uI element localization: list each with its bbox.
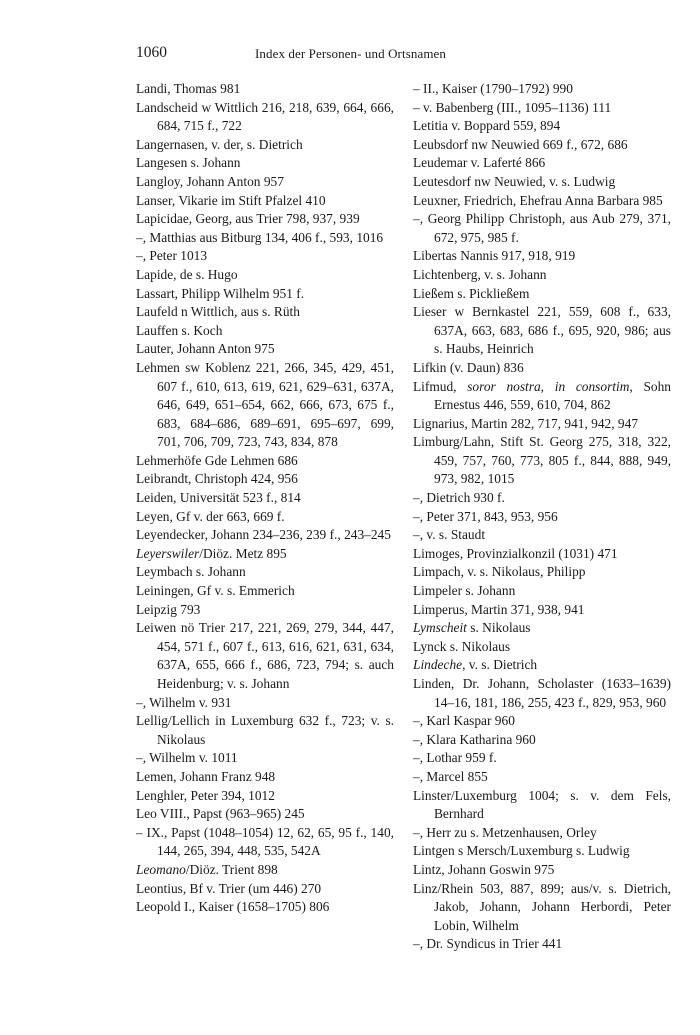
index-entry: Leyendecker, Johann 234–236, 239 f., 243–245 — [136, 527, 391, 543]
index-entry: Landi, Thomas 981 — [136, 81, 241, 96]
index-entry: Limpeler s. Johann — [413, 583, 516, 599]
index-entry: Leudemar v. Laferté 866 — [413, 155, 546, 171]
index-entry: Linz/Rhein 503, 887, 899; aus/v. s. Dietrich, Jakob, Johann, Johann Herbordi, Peter Lobin, Wilhelm — [413, 880, 671, 933]
index-entry: Leyen, Gf v. der 663, 669 f. — [136, 508, 285, 524]
index-column-right — [413, 80, 671, 954]
index-entry: – II., Kaiser (1790–1792) 990 — [413, 81, 573, 96]
index-entry: Lanser, Vikarie im Stift Pfalzel 410 — [136, 192, 326, 208]
index-entry: Leyerswiler/Diöz. Metz 895 — [136, 545, 287, 561]
index-entry: –, Herr zu s. Metzenhausen, Orley — [413, 824, 597, 840]
index-entry: Lehmerhöfe Gde Lehmen 686 — [136, 452, 298, 468]
index-entry: Leuxner, Friedrich, Ehefrau Anna Barbara 985 — [413, 192, 663, 208]
index-entry: –, Georg Philipp Christoph, aus Aub 279, 371, 672, 975, 985 f. — [413, 211, 671, 245]
index-entry: Lauter, Johann Anton 975 — [136, 341, 275, 357]
index-entry: Lymscheit s. Nikolaus — [413, 620, 531, 636]
index-entry: Lifkin (v. Daun) 836 — [413, 359, 524, 375]
index-entry: Lenghler, Peter 394, 1012 — [136, 787, 275, 803]
index-entry: –, Karl Kaspar 960 — [413, 713, 515, 729]
index-entry: Limburg/Lahn, Stift St. Georg 275, 318, 322, 459, 757, 760, 773, 805 f., 844, 888, 949, 973, 982, 1015 — [413, 434, 671, 487]
index-entry: Leymbach s. Johann — [136, 564, 246, 580]
index-entry: Libertas Nannis 917, 918, 919 — [413, 248, 576, 264]
index-entry: Linden, Dr. Johann, Scholaster (1633–1639) 14–16, 181, 186, 255, 423 f., 829, 953, 960 — [413, 676, 671, 710]
index-entry: Lintz, Johann Goswin 975 — [413, 861, 555, 877]
running-title: Index der Personen- und Ortsnamen — [254, 46, 447, 61]
index-entry: Lieser w Bernkastel 221, 559, 608 f., 633, 637A, 663, 683, 686 f., 695, 920, 986; aus s. Haubs, Heinrich — [413, 304, 671, 357]
index-entry: Lignarius, Martin 282, 717, 941, 942, 947 — [413, 415, 639, 431]
index-entry: Leubsdorf nw Neuwied 669 f., 672, 686 — [413, 136, 628, 152]
index-entry: Lifmud, soror nostra, in consortim, Sohn Ernestus 446, 559, 610, 704, 862 — [413, 378, 671, 413]
index-entry: –, Marcel 855 — [413, 768, 488, 784]
index-entry: –, Wilhelm v. 1011 — [136, 750, 238, 766]
index-entry: –, Dr. Syndicus in Trier 441 — [413, 936, 563, 952]
index-entry: Langloy, Johann Anton 957 — [136, 173, 284, 189]
index-entry: Landscheid w Wittlich 216, 218, 639, 664, 666, 684, 715 f., 722 — [136, 99, 394, 134]
index-entry: Ließem s. Pickließem — [413, 285, 530, 301]
index-entry: Leutesdorf nw Neuwied, v. s. Ludwig — [413, 173, 616, 189]
index-entry: Linster/Luxemburg 1004; s. v. dem Fels, Bernhard — [413, 787, 671, 822]
index-entry: Lapicidae, Georg, aus Trier 798, 937, 939 — [136, 211, 360, 227]
index-entry: – v. Babenberg (III., 1095–1136) 111 — [413, 99, 612, 115]
index-entry: –, Peter 371, 843, 953, 956 — [413, 508, 558, 524]
index-entry: Lintgen s Mersch/Luxemburg s. Ludwig — [413, 843, 630, 859]
index-entry: Limoges, Provinzialkonzil (1031) 471 — [413, 545, 618, 561]
index-entry: Lehmen sw Koblenz 221, 266, 345, 429, 451, 607 f., 610, 613, 619, 621, 629–631, 637A, 646, 649, 651–654, 662, 666, 673, 675 f., 683, 684–686, 689–691, 695–697, 699, 701, 706, 709, 723, 743, 834, 878 — [136, 359, 394, 450]
index-entry: Leiden, Universität 523 f., 814 — [136, 490, 301, 506]
index-entry: Lynck s. Nikolaus — [413, 638, 511, 654]
index-entry: Lapide, de s. Hugo — [136, 266, 238, 282]
index-entry: –, v. s. Staudt — [413, 527, 486, 543]
index-entry: Letitia v. Boppard 559, 894 — [413, 118, 561, 134]
index-entry: Leibrandt, Christoph 424, 956 — [136, 471, 298, 487]
index-entry: Lellig/Lellich in Luxemburg 632 f., 723; v. s. Nikolaus — [136, 713, 394, 747]
index-entry: Leo VIII., Papst (963–965) 245 — [136, 806, 305, 822]
index-entry: Laufeld n Wittlich, aus s. Rüth — [136, 304, 300, 320]
index-entry: Leipzig 793 — [136, 601, 201, 617]
index-entry: Lindeche, v. s. Dietrich — [413, 657, 538, 673]
index-entry: Lassart, Philipp Wilhelm 951 f. — [136, 285, 305, 301]
index-entry: –, Dietrich 930 f. — [413, 490, 505, 506]
index-entry: Leomano/Diöz. Trient 898 — [136, 861, 278, 877]
index-entry: Lemen, Johann Franz 948 — [136, 768, 276, 784]
index-entry: Leopold I., Kaiser (1658–1705) 806 — [136, 899, 330, 915]
index-entry: Limperus, Martin 371, 938, 941 — [413, 601, 585, 617]
index-entry: – IX., Papst (1048–1054) 12, 62, 65, 95 f., 140, 144, 265, 394, 448, 535, 542A — [136, 824, 394, 859]
index-entry: Leontius, Bf v. Trier (um 446) 270 — [136, 880, 322, 896]
index-column-left — [136, 80, 394, 917]
index-entry: Leiningen, Gf v. s. Emmerich — [136, 583, 295, 599]
index-entry: Langernasen, v. der, s. Dietrich — [136, 136, 303, 152]
index-entry: –, Klara Katharina 960 — [413, 731, 536, 747]
index-entry: –, Peter 1013 — [136, 248, 208, 264]
page-number: 1060 — [136, 44, 167, 61]
index-entry: –, Matthias aus Bitburg 134, 406 f., 593, 1016 — [136, 229, 384, 245]
index-entry: Lichtenberg, v. s. Johann — [413, 266, 547, 282]
index-entry: Leiwen nö Trier 217, 221, 269, 279, 344, 447, 454, 571 f., 607 f., 613, 616, 621, 631, 634, 637A, 655, 666 f., 686, 723, 794; s. auch Heidenburg; v. s. Johann — [136, 620, 394, 691]
page-header — [136, 44, 565, 64]
index-entry: Langesen s. Johann — [136, 155, 241, 171]
index-entry: –, Wilhelm v. 931 — [136, 694, 232, 710]
index-entry: Lauffen s. Koch — [136, 322, 223, 338]
index-entry: –, Lothar 959 f. — [413, 750, 497, 766]
index-entry: Limpach, v. s. Nikolaus, Philipp — [413, 564, 586, 580]
